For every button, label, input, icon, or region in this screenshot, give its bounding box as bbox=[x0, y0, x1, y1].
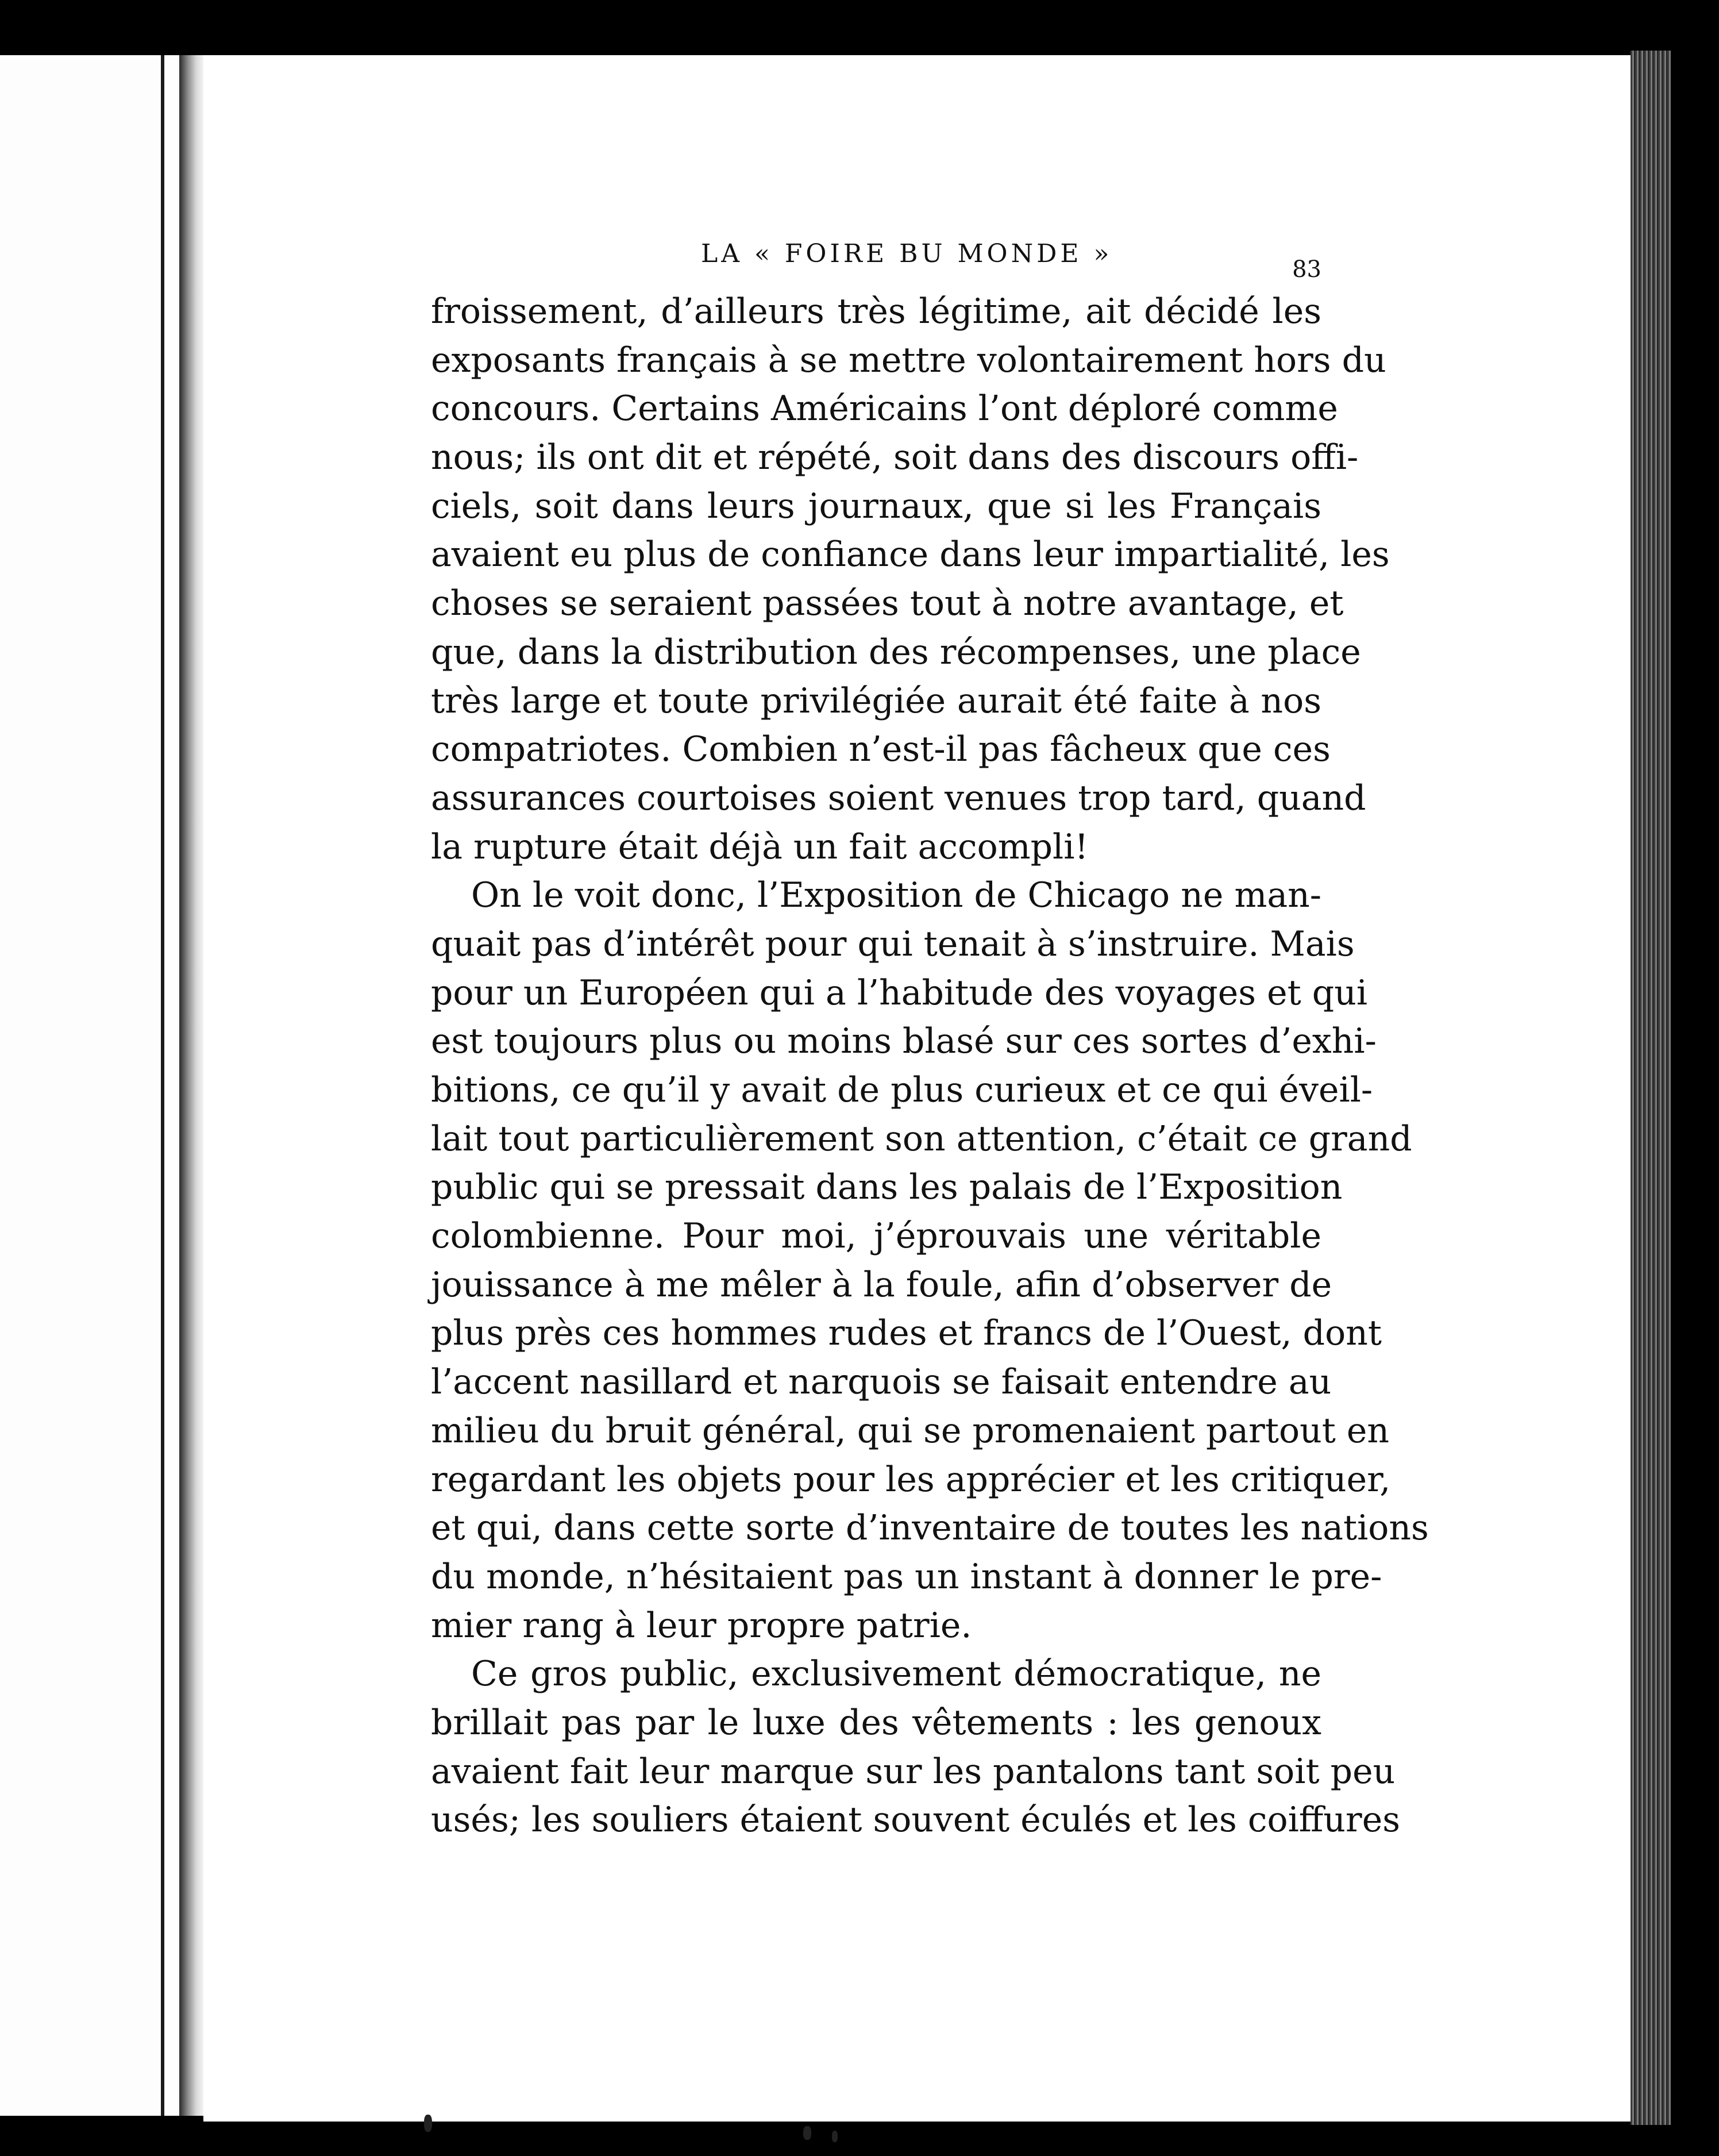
text-line: compatriotes. Combien n’est-il pas fâcheux que ces bbox=[431, 729, 1331, 770]
running-title: LA « FOIRE BU MONDE » bbox=[701, 239, 1113, 268]
text-line: Ce gros public, exclusivement démocratique, ne bbox=[471, 1654, 1321, 1695]
text-line: bitions, ce qu’il y avait de plus curieux et ce qui éveil- bbox=[431, 1070, 1373, 1110]
text-line: que, dans la distribution des récompenses, une place bbox=[431, 632, 1361, 672]
text-line: est toujours plus ou moins blasé sur ces sortes d’exhi- bbox=[431, 1021, 1377, 1062]
text-line: exposants français à se mettre volontairement hors du bbox=[431, 340, 1386, 380]
text-line: pour un Européen qui a l’habitude des voyages et qui bbox=[431, 972, 1368, 1013]
text-line: colombienne. Pour moi, j’éprouvais une véritable bbox=[431, 1216, 1321, 1257]
text-line: mier rang à leur propre patrie. bbox=[431, 1605, 972, 1646]
running-header bbox=[437, 236, 1333, 282]
ink-smudge bbox=[803, 2126, 811, 2140]
text-line: avaient fait leur marque sur les pantalons tant soit peu bbox=[431, 1751, 1396, 1792]
text-line: très large et toute privilégiée aurait été faite à nos bbox=[431, 680, 1321, 721]
text-line: milieu du bruit général, qui se promenaient partout en bbox=[431, 1410, 1390, 1451]
text-line: regardant les objets pour les apprécier et les critiquer, bbox=[431, 1459, 1391, 1500]
text-line: avaient eu plus de confiance dans leur impartialité, les bbox=[431, 534, 1390, 575]
text-line: ciels, soit dans leurs journaux, que si les Français bbox=[431, 486, 1321, 526]
text-line: lait tout particulièrement son attention, c’était ce grand bbox=[431, 1118, 1412, 1159]
text-line: l’accent nasillard et narquois se faisait entendre au bbox=[431, 1362, 1332, 1403]
page-stack-edge bbox=[1631, 51, 1671, 2125]
book-gutter bbox=[179, 55, 203, 2116]
text-line: assurances courtoises soient venues trop tard, quand bbox=[431, 777, 1366, 818]
text-line: quait pas d’intérêt pour qui tenait à s’instruire. Mais bbox=[431, 923, 1355, 964]
text-line: On le voit donc, l’Exposition de Chicago ne man- bbox=[471, 875, 1322, 916]
text-line: usés; les souliers étaient souvent éculés et les coiffures bbox=[431, 1800, 1401, 1841]
text-line: brillait pas par le luxe des vêtements : les genoux bbox=[431, 1702, 1321, 1743]
page-number: 83 bbox=[1292, 256, 1321, 283]
text-line: choses se seraient passées tout à notre avantage, et bbox=[431, 583, 1344, 624]
text-line: concours. Certains Américains l’ont déploré comme bbox=[431, 388, 1338, 429]
binding-line bbox=[161, 55, 164, 2116]
text-line: public qui se pressait dans les palais de l’Exposition bbox=[431, 1167, 1343, 1208]
ink-smudge bbox=[832, 2131, 838, 2142]
text-line: nous; ils ont dit et répété, soit dans des discours offi- bbox=[431, 437, 1359, 478]
body-text bbox=[431, 287, 1429, 1845]
text-line: jouissance à me mêler à la foule, afin d’observer de bbox=[431, 1264, 1332, 1305]
left-page-edge bbox=[0, 55, 179, 2116]
text-line: froissement, d’ailleurs très légitime, ait décidé les bbox=[431, 291, 1321, 332]
ink-smudge bbox=[424, 2115, 432, 2132]
text-line: et qui, dans cette sorte d’inventaire de toutes les nations bbox=[431, 1508, 1429, 1549]
text-line: plus près ces hommes rudes et francs de l’Ouest, dont bbox=[431, 1313, 1382, 1354]
text-line: du monde, n’hésitaient pas un instant à donner le pre- bbox=[431, 1556, 1382, 1597]
text-line: la rupture était déjà un fait accompli! bbox=[431, 826, 1089, 867]
